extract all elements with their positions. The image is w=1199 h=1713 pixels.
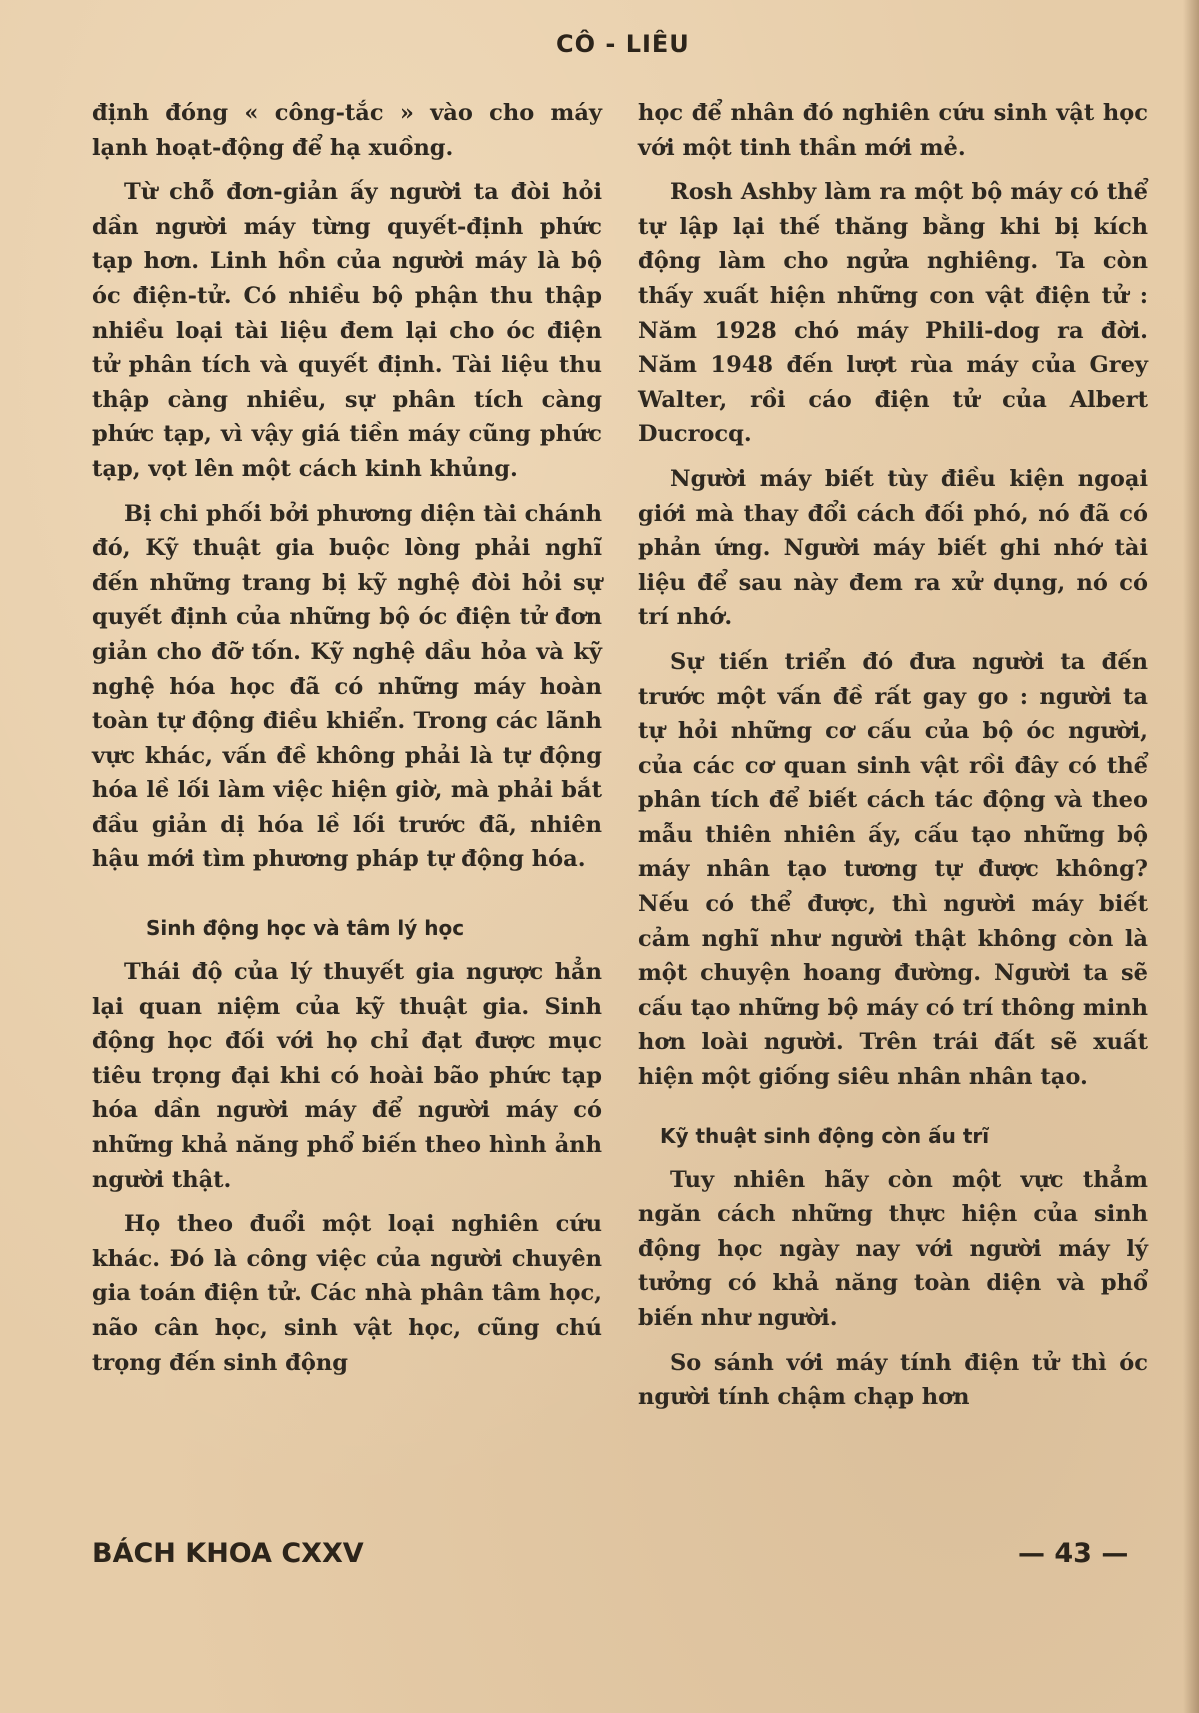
page-number: — 43 — xyxy=(1018,1538,1129,1569)
section-heading: Sinh động học và tâm lý học xyxy=(146,916,465,941)
paragraph: Người máy biết tùy điều kiện ngoại giới mà thay đổi cách đối phó, nó đã có phản ứng. Người máy biết ghi nhớ tài liệu để sau này đem ra xử dụng, nó có trí nhớ. xyxy=(638,465,1148,631)
paragraph: Tuy nhiên hãy còn một vực thẳm ngăn cách những thực hiện của sinh động học ngày nay với người máy lý tưởng có khả năng toàn diện và phổ biến như người. xyxy=(638,1166,1148,1331)
running-head: CÔ - LIÊU xyxy=(556,30,690,58)
paragraph: Từ chỗ đơn-giản ấy người ta đòi hỏi dần người máy từng quyết-định phức tạp hơn. Linh hồn của người máy là bộ óc điện-tử. Có nhiều bộ phận thu thập nhiều loại tài liệu đem lại cho óc điện tử phân tích và quyết định. Tài liệu thu thập càng nhiều, sự phân tích càng phức tạp, vì vậy giá tiền máy cũng phức tạp, vọt lên một cách kinh khủng. xyxy=(92,179,602,482)
section-heading: Kỹ thuật sinh động còn ấu trĩ xyxy=(660,1123,990,1148)
right-column xyxy=(638,96,1148,1425)
left-column xyxy=(92,96,602,1390)
page-edge-shadow xyxy=(1183,0,1199,1713)
paragraph: Rosh Ashby làm ra một bộ máy có thể tự lập lại thế thăng bằng khi bị kích động làm cho ngửa nghiêng. Ta còn thấy xuất hiện những con vật điện tử : Năm 1928 chó máy Phili-dog ra đời. Năm 1948 đến lượt rùa máy của Grey Walter, rồi cáo điện tử của Albert Ducrocq. xyxy=(638,179,1148,448)
paragraph: Sự tiến triển đó đưa người ta đến trước một vấn đề rất gay go : người ta tự hỏi những cơ cấu của bộ óc người, của các cơ quan sinh vật rồi đây có thể phân tích để biết cách tác động và theo mẫu thiên nhiên ấy, cấu tạo những bộ máy nhân tạo tương tự được không? Nếu có thể được, thì người máy biết cảm nghĩ như người thật không còn là một chuyện hoang đường. Người ta sẽ cấu tạo những bộ máy có trí thông minh hơn loài người. Trên trái đất sẽ xuất hiện một giống siêu nhân nhân tạo. xyxy=(638,648,1148,1091)
paragraph: học để nhân đó nghiên cứu sinh vật học với một tinh thần mới mẻ. xyxy=(638,100,1148,161)
paragraph: Họ theo đuổi một loại nghiên cứu khác. Đó là công việc của người chuyên gia toán điện tử. Các nhà phân tâm học, não cân học, sinh vật học, cũng chú trọng đến sinh động xyxy=(92,1211,602,1376)
paragraph: định đóng « công-tắc » vào cho máy lạnh hoạt-động để hạ xuồng. xyxy=(92,100,602,161)
paragraph: So sánh với máy tính điện tử thì óc người tính chậm chạp hơn xyxy=(638,1349,1148,1411)
paragraph: Thái độ của lý thuyết gia ngược hẳn lại quan niệm của kỹ thuật gia. Sinh động học đối với họ chỉ đạt được mục tiêu trọng đại khi có hoài bão phức tạp hóa dần người máy để người máy có những khả năng phổ biến theo hình ảnh người thật. xyxy=(92,959,602,1193)
paragraph: Bị chi phối bởi phương diện tài chánh đó, Kỹ thuật gia buộc lòng phải nghĩ đến những trang bị kỹ nghệ đòi hỏi sự quyết định của những bộ óc điện tử đơn giản cho đỡ tốn. Kỹ nghệ dầu hỏa và kỹ nghệ hóa học đã có những máy hoàn toàn tự động điều khiển. Trong các lãnh vực khác, vấn đề không phải là tự động hóa lề lối làm việc hiện giờ, mà phải bắt đầu giản dị hóa lề lối trước đã, nhiên hậu mới tìm phương pháp tự động hóa. xyxy=(92,500,602,873)
magazine-footer: BÁCH KHOA CXXV xyxy=(92,1538,364,1569)
